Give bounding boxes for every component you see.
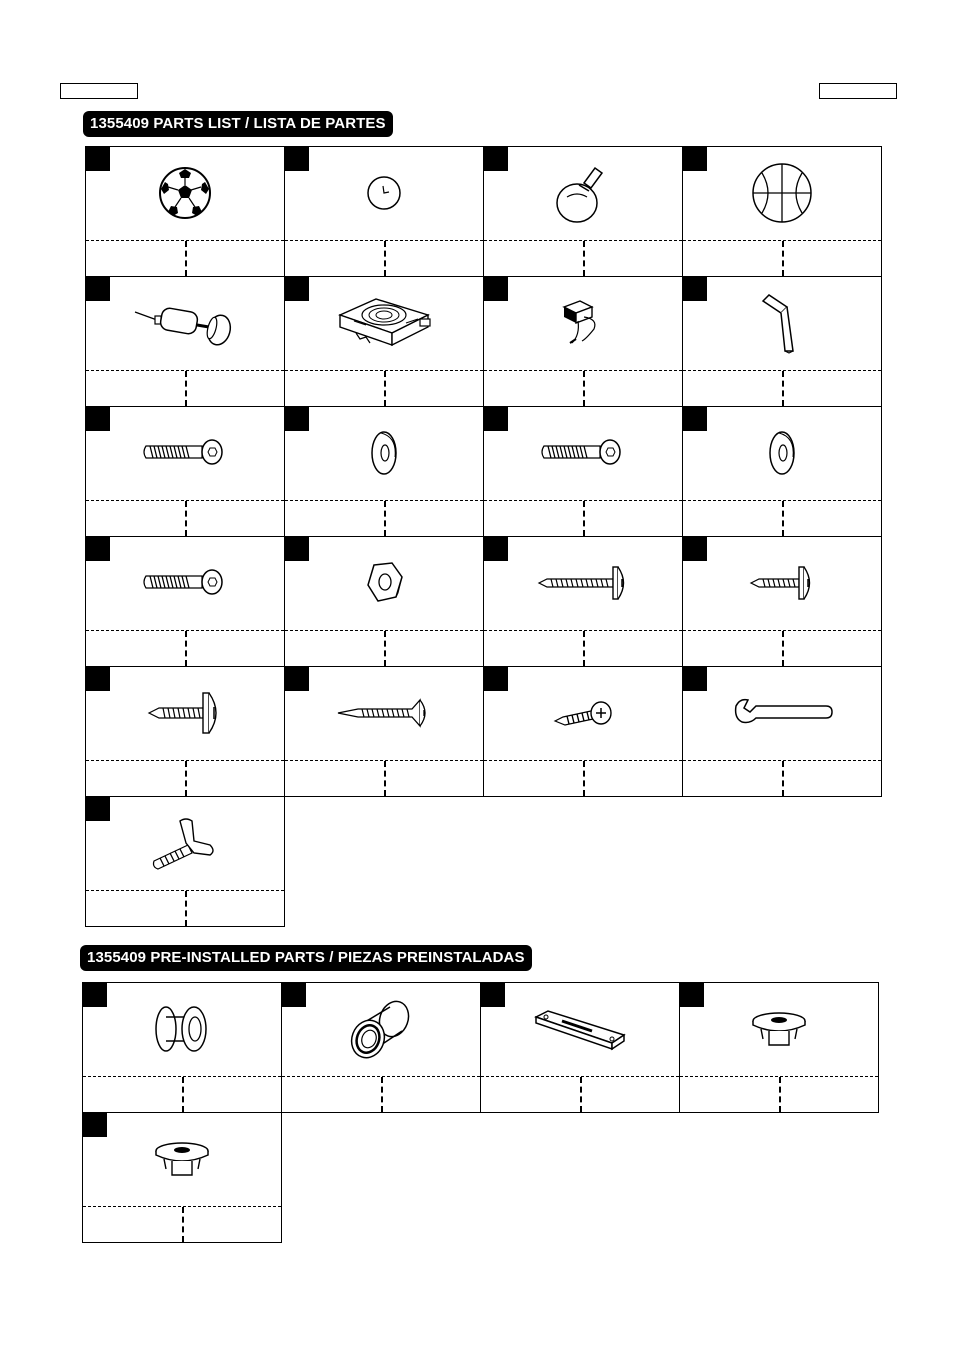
part-cell: [82, 982, 282, 1113]
flat-washer-icon: [765, 427, 799, 479]
t-nut-icon: [749, 1009, 809, 1049]
corner-box-left: [60, 83, 138, 99]
ball-pump-icon: [133, 298, 237, 348]
spool-spacer-icon: [152, 1002, 212, 1056]
parts-list-grid: [85, 146, 881, 926]
part-cell: [85, 406, 285, 537]
clock-icon: [364, 173, 404, 213]
part-cell: [682, 276, 882, 407]
hex-bolt-long-icon: [140, 566, 230, 600]
phillips-screw-icon: [551, 693, 615, 733]
electronic-module-icon: [336, 293, 432, 353]
part-cell: [281, 982, 481, 1113]
metal-bracket-icon: [532, 1005, 628, 1053]
part-cell: [483, 406, 683, 537]
t-nut-icon: [152, 1139, 212, 1179]
part-cell: [682, 536, 882, 667]
part-cell: [85, 666, 285, 797]
pan-head-screw-short-icon: [747, 563, 817, 603]
flanged-bushing-icon: [346, 997, 416, 1061]
part-cell: [480, 982, 680, 1113]
battery-box-icon: [558, 295, 608, 351]
soccer-ball-icon: [157, 165, 213, 221]
wing-bolt-icon: [150, 815, 220, 871]
preinstalled-parts-title: 1355409 PRE-INSTALLED PARTS / PIEZAS PREINSTALADAS: [80, 945, 532, 971]
open-end-wrench-icon: [730, 696, 834, 730]
part-cell: [483, 536, 683, 667]
part-cell: [284, 406, 484, 537]
part-cell: [82, 1112, 282, 1243]
part-cell: [85, 796, 285, 927]
allen-wrench-icon: [757, 291, 807, 355]
part-cell: [679, 982, 879, 1113]
hex-nut-icon: [362, 559, 406, 607]
part-cell: [284, 666, 484, 797]
part-cell: [85, 536, 285, 667]
preinstalled-parts-grid: [82, 982, 878, 1242]
part-cell: [284, 146, 484, 277]
part-cell: [483, 276, 683, 407]
truss-head-screw-icon: [145, 690, 225, 736]
part-cell: [682, 406, 882, 537]
part-cell: [85, 276, 285, 407]
corner-box-right: [819, 83, 897, 99]
parts-list-title: 1355409 PARTS LIST / LISTA DE PARTES: [83, 111, 393, 137]
basketball-icon: [750, 161, 814, 225]
part-cell: [483, 666, 683, 797]
table-tennis-paddle-icon: [555, 161, 611, 225]
flat-washer-icon: [367, 427, 401, 479]
part-cell: [483, 146, 683, 277]
hex-bolt-long-icon: [538, 436, 628, 470]
part-cell: [284, 536, 484, 667]
part-cell: [85, 146, 285, 277]
part-cell: [682, 666, 882, 797]
hex-bolt-long-icon: [140, 436, 230, 470]
part-cell: [284, 276, 484, 407]
pan-head-screw-long-icon: [535, 563, 631, 603]
part-cell: [682, 146, 882, 277]
flat-head-wood-screw-icon: [334, 696, 434, 730]
